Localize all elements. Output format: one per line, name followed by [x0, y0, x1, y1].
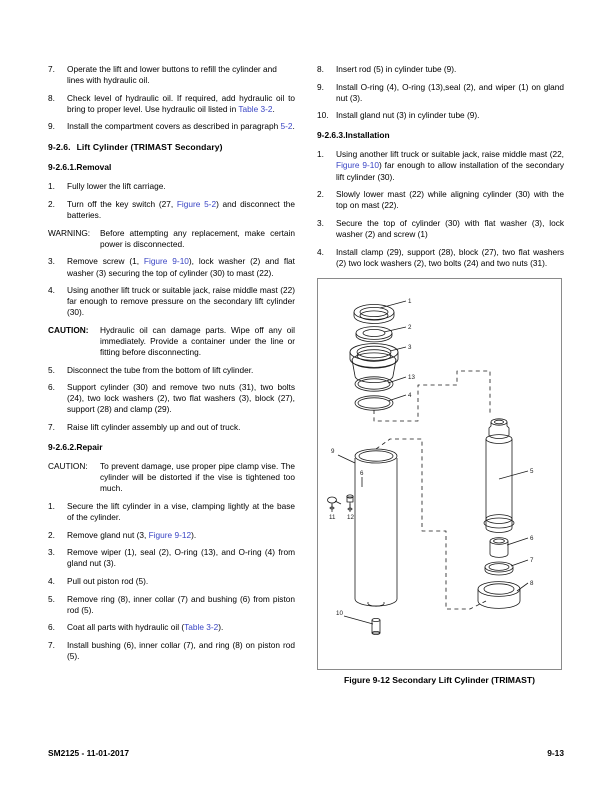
list-item	[48, 382, 295, 415]
right-column	[317, 64, 564, 686]
list-item-number: 7.	[48, 639, 55, 650]
list-item-text: Check level of hydraulic oil. If required, add hydraulic oil to bring to proper level. Use hydraulic oil listed in Table 3-2.	[67, 92, 295, 114]
list-item-text: Remove wiper (1), seal (2), O-ring (13), and O-ring (4) from gland nut (3).	[67, 547, 295, 569]
list-item	[48, 121, 295, 132]
list-item-number: 7.	[48, 422, 55, 433]
cross-reference-link[interactable]: Figure 9-10	[336, 160, 380, 171]
list-item-text: Pull out piston rod (5).	[67, 575, 149, 586]
cross-reference-link[interactable]: Table 3-2	[184, 622, 219, 633]
section-number: 9-2.6.	[48, 142, 71, 153]
list-item-text: Install the compartment covers as described in paragraph 5-2.	[67, 121, 295, 132]
list-item-number: 6.	[48, 382, 55, 393]
list-item	[48, 365, 295, 376]
list-item-number: 2.	[48, 529, 55, 540]
list-item-text: Install bushing (6), inner collar (7), and ring (8) on piston rod (5).	[67, 639, 295, 661]
list-item	[48, 422, 295, 433]
callout-12: 12	[347, 513, 354, 521]
caution-label: CAUTION:	[48, 461, 88, 472]
cross-reference-link[interactable]: 5-2	[280, 121, 293, 132]
left-column	[48, 64, 295, 668]
list-item	[317, 149, 564, 182]
list-item-number: 1.	[48, 500, 55, 511]
list-item-number: 3.	[317, 217, 324, 228]
list-item	[317, 247, 564, 269]
list-item-text: Install O-ring (4), O-ring (13),seal (2), and wiper (1) on gland nut (3).	[336, 81, 564, 103]
list-item-text: Insert rod (5) in cylinder tube (9).	[336, 64, 457, 74]
callout-8: 8	[530, 579, 534, 587]
list-item	[48, 501, 295, 523]
figure-secondary-lift-cylinder	[317, 278, 562, 670]
list-item	[48, 594, 295, 616]
list-item-text: Remove screw (1, Figure 9-10), lock washer (2) and flat washer (3) securing the top of cylinder (30) to mast (22).	[67, 256, 295, 278]
list-item-text: Using another lift truck or suitable jack, raise middle mast (22, Figure 9-10) far enough to allow installation of the secondary lift cylinder (30).	[336, 149, 564, 182]
list-item	[317, 82, 564, 104]
list-item-text: Install gland nut (3) in cylinder tube (9).	[336, 110, 480, 121]
list-item-text: Raise lift cylinder assembly up and out of truck.	[67, 422, 241, 433]
list-item-text: Operate the lift and lower buttons to refill the cylinder and lines with hydraulic oil.	[67, 64, 277, 86]
callout-5: 5	[530, 467, 534, 475]
list-item-number: 6.	[48, 622, 55, 633]
list-item-number: 4.	[317, 246, 324, 257]
callout-10: 10	[336, 609, 343, 617]
list-item-number: 2.	[48, 199, 55, 210]
cross-reference-link[interactable]: Figure 9-10	[143, 256, 189, 267]
callout-4: 4	[408, 391, 412, 399]
subsection-heading-installation: 9-2.6.3.Installation	[317, 130, 390, 141]
callout-7: 7	[530, 556, 534, 564]
list-item-number: 8.	[317, 64, 324, 74]
list-item-text: Install clamp (29), support (28), block (27), two flat washers (2) two lock washers (2), two bolts (24) and two nuts (31).	[336, 246, 564, 268]
list-item-text: Using another lift truck or suitable jack, raise middle mast (22) far enough to remove pressure on the secondary lift cylinder (30).	[67, 285, 295, 318]
caution-notice	[48, 461, 295, 494]
list-item-text: Coat all parts with hydraulic oil (Table 3-2).	[67, 622, 224, 633]
list-item-number: 9.	[317, 81, 324, 92]
list-item-text: Disconnect the tube from the bottom of lift cylinder.	[67, 364, 254, 375]
cross-reference-link[interactable]: Table 3-2	[238, 103, 273, 114]
exploded-parts-diagram	[318, 279, 561, 669]
list-item	[48, 547, 295, 569]
list-item-number: 7.	[48, 64, 55, 74]
subsection-heading-repair: 9-2.6.2.Repair	[48, 442, 103, 453]
list-item-text: Remove ring (8), inner collar (7) and bushing (6) from piston rod (5).	[67, 593, 295, 615]
callout-2: 2	[408, 323, 412, 331]
list-item-number: 9.	[48, 121, 55, 132]
page-content	[48, 64, 564, 686]
list-item-text: Secure the top of cylinder (30) with flat washer (3), lock washer (2) and screw (1)	[336, 217, 564, 239]
list-item	[317, 189, 564, 211]
warning-notice	[48, 228, 295, 250]
caution-notice	[48, 325, 295, 358]
list-item	[317, 218, 564, 240]
list-item-number: 8.	[48, 92, 55, 103]
page-footer	[48, 748, 564, 758]
list-item	[48, 256, 295, 278]
list-item-number: 4.	[48, 285, 55, 296]
caution-label: CAUTION:	[48, 324, 89, 335]
callout-9: 9	[331, 447, 335, 455]
callout-1: 1	[408, 297, 412, 305]
callout-13: 13	[408, 373, 415, 381]
list-item	[48, 199, 295, 221]
list-item-number: 10.	[317, 110, 329, 121]
list-item-text: Fully lower the lift carriage.	[67, 181, 166, 192]
list-item-number: 4.	[48, 575, 55, 586]
figure-caption: Figure 9-12 Secondary Lift Cylinder (TRIMAST)	[344, 674, 535, 685]
footer-document-id: SM2125 - 11-01-2017	[48, 748, 130, 758]
list-item-number: 3.	[48, 256, 55, 267]
list-item-number: 2.	[317, 189, 324, 200]
list-item-text: Turn off the key switch (27, Figure 5-2) and disconnect the batteries.	[67, 199, 295, 221]
warning-text: Before attempting any replacement, make certain power is disconnected.	[100, 227, 295, 249]
list-item-number: 5.	[48, 593, 55, 604]
list-item-number: 1.	[48, 181, 55, 192]
callout-6-left: 6	[360, 469, 364, 477]
list-item-number: 3.	[48, 547, 55, 558]
list-item-text: Support cylinder (30) and remove two nuts (31), two bolts (24), two lock washers (2), two flat washers (3), block (27), support (28) and clamp (29).	[67, 382, 295, 415]
list-item	[48, 93, 295, 115]
list-item	[48, 640, 295, 662]
list-item	[48, 530, 295, 541]
caution-text: To prevent damage, use proper pipe clamp vise. The cylinder will be distorted if the vise is tightened too much.	[100, 461, 295, 494]
callout-3: 3	[408, 343, 412, 351]
list-item-number: 1.	[317, 149, 324, 160]
list-item	[48, 622, 295, 633]
list-item	[48, 285, 295, 318]
section-heading	[48, 142, 295, 153]
cross-reference-link[interactable]: Figure 5-2	[176, 199, 217, 210]
list-item-text: Secure the lift cylinder in a vise, clamping lightly at the base of the cylinder.	[67, 500, 295, 523]
list-item-text: Slowly lower mast (22) while aligning cylinder (30) with the top on mast (22).	[336, 189, 564, 211]
footer-page-number: 9-13	[547, 748, 564, 758]
callout-11: 11	[329, 513, 336, 521]
list-item-text: Remove gland nut (3, Figure 9-12).	[67, 529, 197, 540]
list-item-number: 5.	[48, 364, 55, 375]
callout-6-right: 6	[530, 534, 534, 542]
warning-label: WARNING:	[48, 227, 91, 238]
list-item	[48, 181, 295, 192]
list-item	[48, 576, 295, 587]
list-item	[317, 110, 564, 121]
section-title: Lift Cylinder (TRIMAST Secondary)	[76, 142, 223, 153]
caution-text: Hydraulic oil can damage parts. Wipe off any oil immediately. Provide a container under the line or fitting before disconnecting.	[100, 324, 295, 358]
cross-reference-link[interactable]: Figure 9-12	[148, 529, 192, 540]
subsection-heading-removal: 9-2.6.1.Removal	[48, 162, 112, 173]
list-item	[317, 64, 564, 75]
list-item	[48, 64, 295, 86]
